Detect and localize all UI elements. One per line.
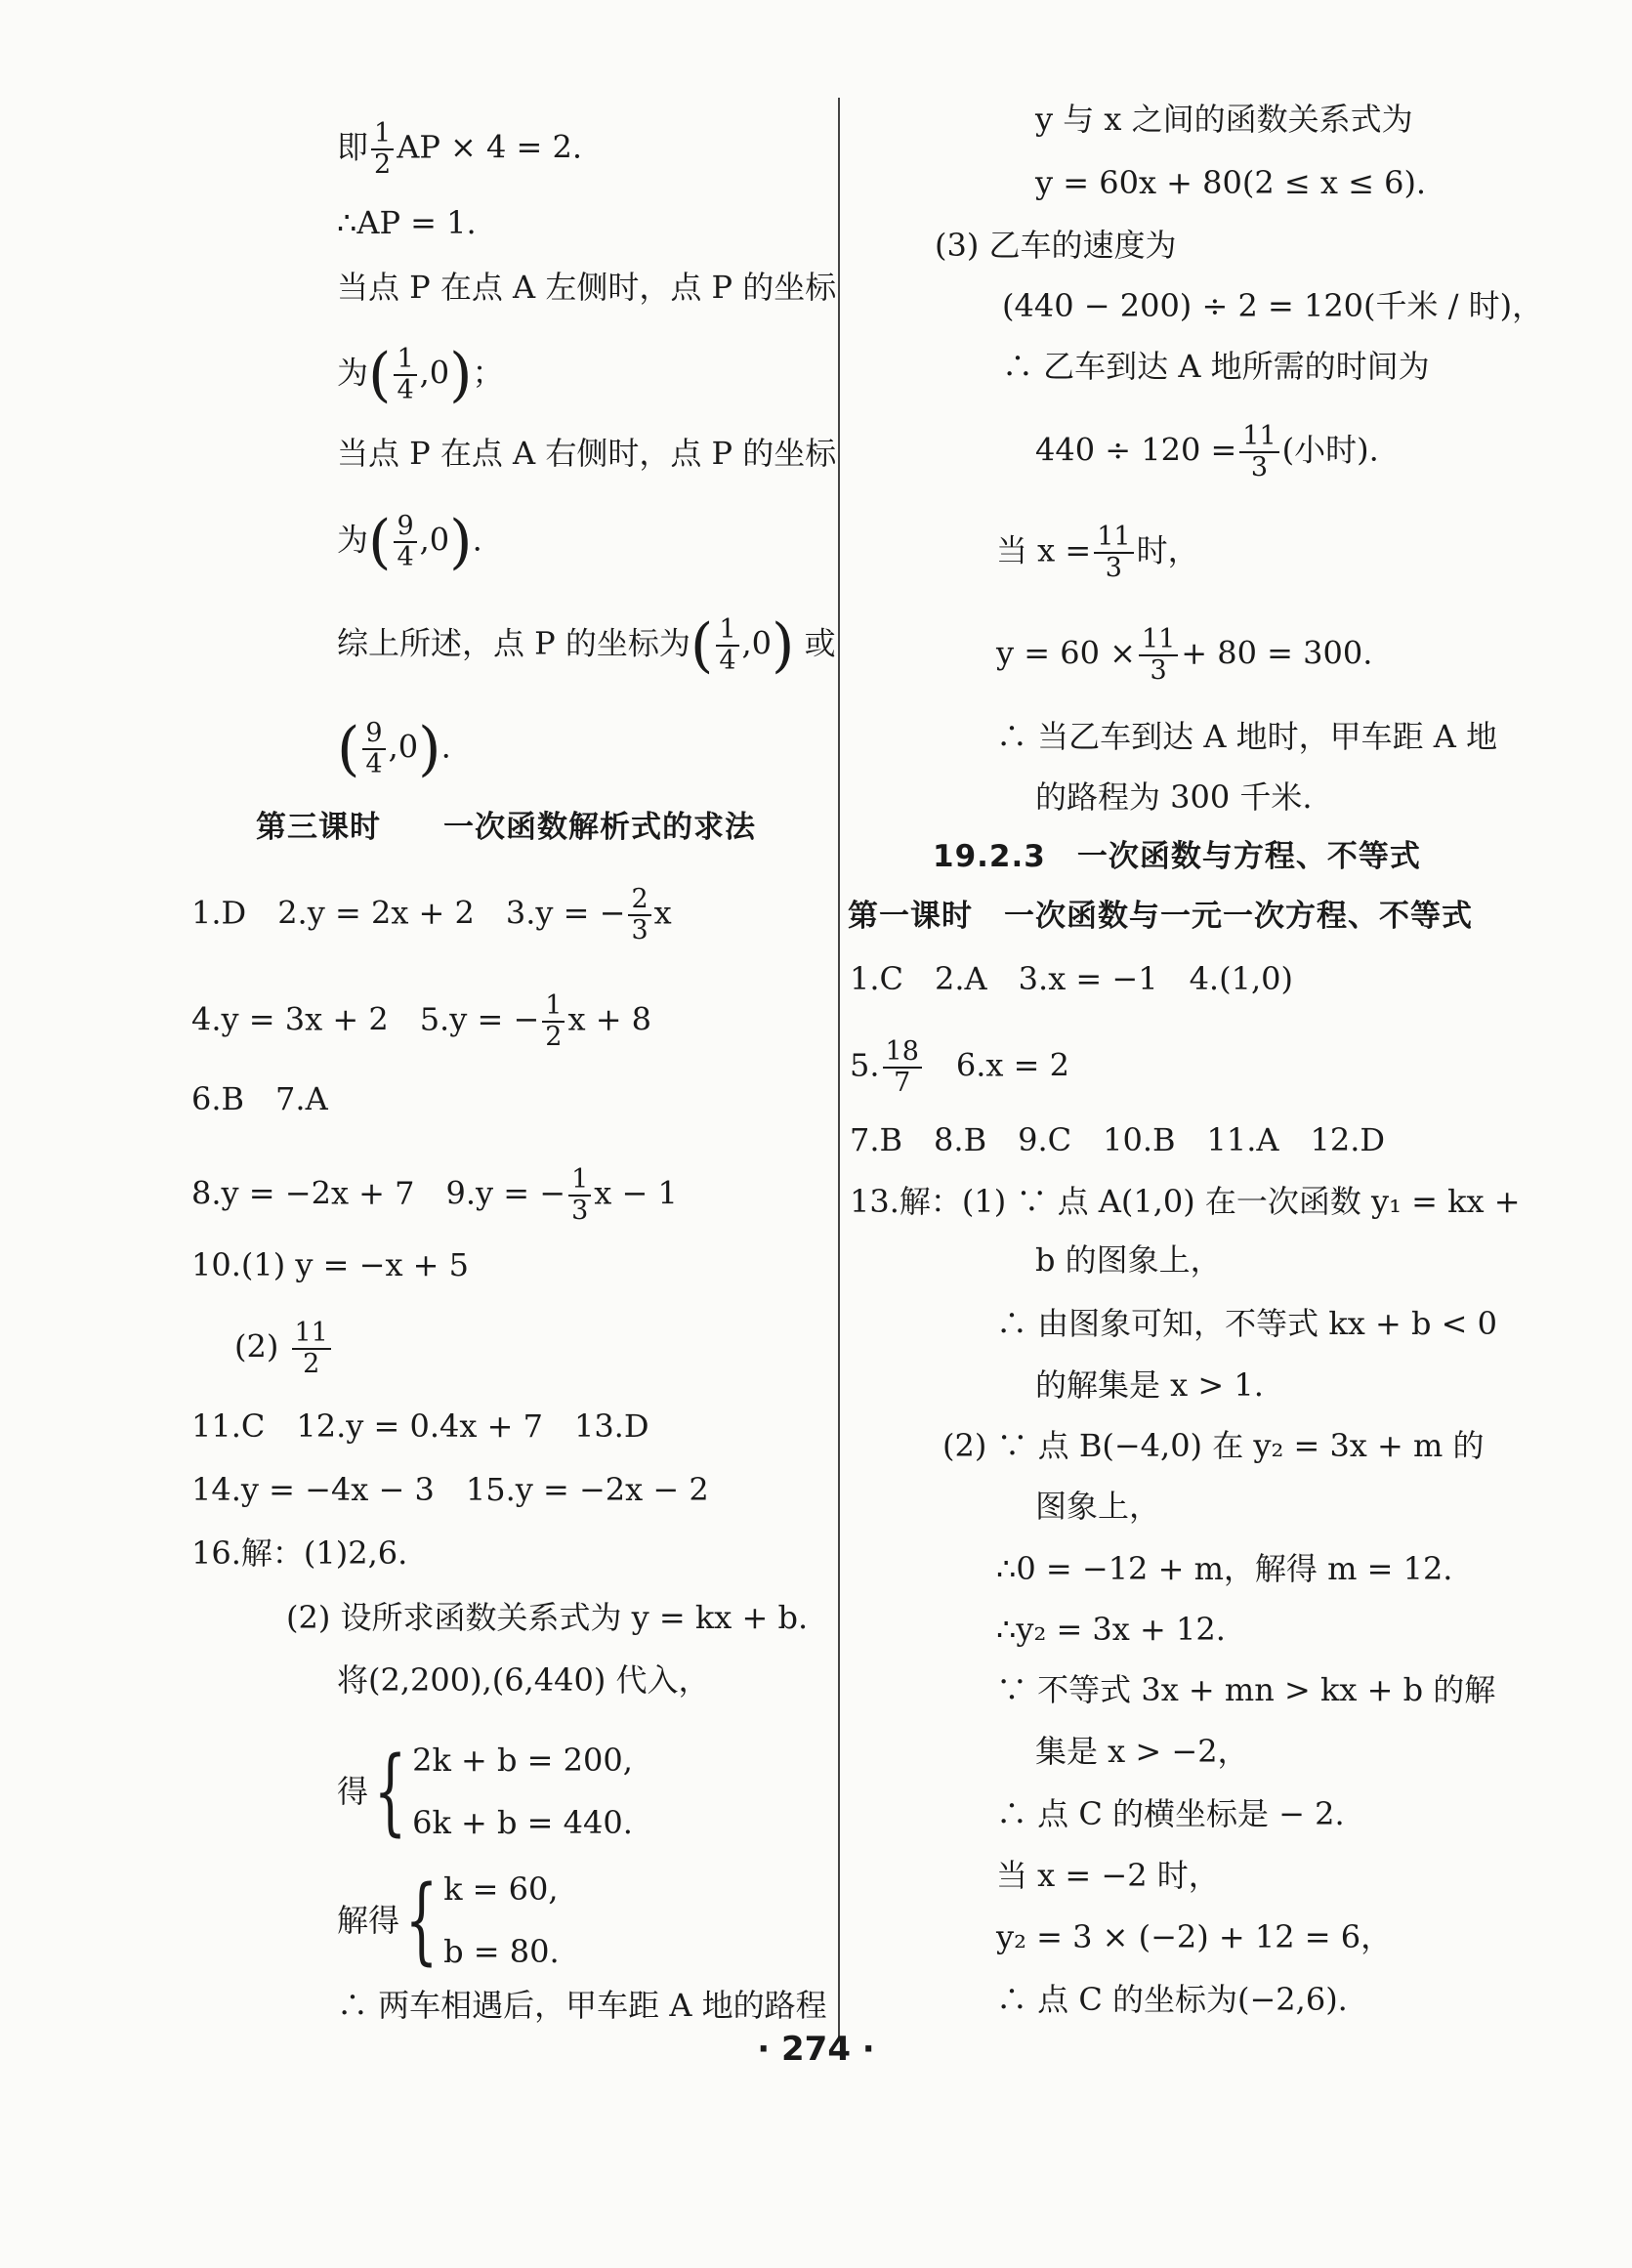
denominator: 4 xyxy=(719,646,736,676)
answer-line: (440 − 200) ÷ 2 = 120(千米 / 时)， xyxy=(1002,287,1544,324)
text: 为 xyxy=(337,354,369,392)
denominator: 4 xyxy=(365,749,383,779)
answer-line xyxy=(191,885,672,945)
answer-line: 集是 x > −2， xyxy=(1035,1733,1249,1770)
equation-system: 解得{ k = 60, b = 80. xyxy=(337,1858,560,1983)
equation-row: k = 60, xyxy=(443,1870,559,1908)
answer-line: 7.B 8.B 9.C 10.B 11.A 12.D xyxy=(850,1121,1386,1158)
answer-line: 将(2,200),(6,440) 代入， xyxy=(337,1661,710,1699)
text: 得 xyxy=(337,1773,369,1810)
numerator: 1 xyxy=(394,345,416,376)
answer-line: 11.C 12.y = 0.4x + 7 13.D xyxy=(191,1407,649,1445)
text: ； xyxy=(472,354,504,392)
section-heading: 第一课时 一次函数与一元一次方程、不等式 xyxy=(848,899,1473,934)
equation-row: 6k + b = 440. xyxy=(412,1804,633,1841)
answer-line: ∴ 当乙车到达 A 地时，甲车距 A 地 xyxy=(996,718,1498,755)
denominator: 3 xyxy=(1250,452,1269,483)
answer-line: (3) 乙车的速度为 xyxy=(935,227,1177,264)
text: 6.x = 2 xyxy=(924,1046,1069,1084)
denominator: 4 xyxy=(397,375,414,405)
answer-line: ( $\frac{9}{4}$ ,0). xyxy=(337,715,451,783)
answer-line: 当 x = −2 时， xyxy=(996,1857,1220,1894)
answer-line: (2) ∵ 点 B(−4,0) 在 y₂ = 3x + m 的 xyxy=(942,1427,1485,1464)
answer-line xyxy=(191,991,651,1052)
fraction xyxy=(568,1165,591,1226)
equation-system: 得{ 2k + b = 200, 6k + b = 440. xyxy=(337,1729,633,1854)
text: ,0 xyxy=(388,728,419,766)
numerator: 1 xyxy=(568,1165,591,1197)
answer-line: 1.C 2.A 3.x = −1 4.(1,0) xyxy=(850,960,1293,997)
text: ,0 xyxy=(741,624,773,662)
answer-line: 的解集是 x > 1. xyxy=(1035,1366,1264,1404)
answer-line: 图象上， xyxy=(1035,1488,1161,1525)
denominator: 3 xyxy=(571,1196,589,1226)
fraction xyxy=(628,885,650,945)
numerator: 9 xyxy=(362,719,385,750)
text: 解得 xyxy=(337,1902,400,1939)
answer-line: 为( $\frac{1}{4}$ ,0)； xyxy=(337,341,504,409)
text: x + 8 xyxy=(567,1000,652,1038)
denominator: 3 xyxy=(631,915,649,945)
fraction xyxy=(1094,523,1133,583)
answer-line: 10.(1) y = −x + 5 xyxy=(191,1246,469,1283)
fraction xyxy=(362,719,385,779)
answer-line: 6.B 7.A xyxy=(191,1080,328,1117)
answer-line: ∴ 点 C 的横坐标是 − 2. xyxy=(996,1795,1345,1832)
answer-line xyxy=(337,119,582,180)
column-divider xyxy=(838,98,840,2041)
answer-line xyxy=(191,1165,678,1226)
answer-line: y 与 x 之间的函数关系式为 xyxy=(1035,101,1413,138)
page-number: · 274 · xyxy=(757,2030,875,2069)
text: 当 x = xyxy=(996,531,1092,569)
denominator: 2 xyxy=(545,1022,563,1052)
answer-line: 14.y = −4x − 3 15.y = −2x − 2 xyxy=(191,1471,709,1508)
fraction xyxy=(1239,422,1278,483)
text: + 80 = 300. xyxy=(1181,634,1373,672)
answer-line: b 的图象上， xyxy=(1035,1241,1222,1279)
answer-line: ∴ 两车相遇后，甲车距 A 地的路程 xyxy=(337,1987,827,2024)
answer-line xyxy=(996,625,1372,686)
answer-line: ∴y₂ = 3x + 12. xyxy=(996,1611,1226,1648)
text: 5. xyxy=(850,1046,880,1084)
denominator: 4 xyxy=(397,542,414,572)
equation-row: 2k + b = 200, xyxy=(412,1742,633,1779)
numerator: 11 xyxy=(1139,625,1178,656)
answer-line xyxy=(1035,422,1379,483)
answer-line xyxy=(850,1037,1069,1098)
answer-line: y = 60x + 80(2 ≤ x ≤ 6). xyxy=(1035,164,1427,201)
fraction xyxy=(1139,625,1178,686)
denominator: 3 xyxy=(1150,655,1167,686)
answer-line: 13.解：(1) ∵ 点 A(1,0) 在一次函数 y₁ = kx + xyxy=(850,1183,1521,1220)
answer-line: 16.解：(1)2,6. xyxy=(191,1534,408,1572)
answer-line: ∴ 点 C 的坐标为(−2,6). xyxy=(996,1981,1348,2018)
text: . xyxy=(440,728,451,766)
numerator: 1 xyxy=(371,119,394,150)
numerator: 11 xyxy=(1094,523,1133,554)
numerator: 18 xyxy=(883,1037,922,1069)
text: 综上所述，点 P 的坐标为 xyxy=(337,624,690,662)
text: ,0 xyxy=(419,521,450,559)
answer-line: 当点 P 在点 A 右侧时，点 P 的坐标 xyxy=(337,435,837,472)
answer-line: 当点 P 在点 A 左侧时，点 P 的坐标 xyxy=(337,269,837,306)
text: . xyxy=(472,521,482,559)
fraction xyxy=(371,119,394,180)
answer-line: y₂ = 3 × (−2) + 12 = 6， xyxy=(996,1918,1393,1955)
text: (小时). xyxy=(1281,431,1379,469)
answer-line: ∴ 由图象可知，不等式 kx + b < 0 xyxy=(996,1305,1497,1342)
fraction xyxy=(292,1319,331,1379)
numerator: 11 xyxy=(1239,422,1278,453)
fraction xyxy=(394,345,416,405)
answer-line xyxy=(234,1319,334,1379)
text: 即 xyxy=(337,128,369,166)
section-heading: 19.2.3 一次函数与方程、不等式 xyxy=(933,839,1421,874)
fraction xyxy=(542,991,565,1052)
denominator: 7 xyxy=(894,1068,911,1098)
answer-line: ∴AP = 1. xyxy=(337,204,477,241)
fraction xyxy=(394,512,416,572)
answer-line: 综上所述，点 P 的坐标为( $\frac{1}{4}$ ,0) 或 xyxy=(337,611,836,680)
numerator: 9 xyxy=(394,512,416,543)
answer-line: (2) 设所求函数关系式为 y = kx + b. xyxy=(286,1599,809,1636)
text: 或 xyxy=(804,624,836,662)
text: ,0 xyxy=(419,354,450,392)
numerator: 2 xyxy=(628,885,650,916)
fraction xyxy=(883,1037,922,1098)
numerator: 1 xyxy=(542,991,565,1023)
answer-line: 为( $\frac{9}{4}$ ,0). xyxy=(337,508,482,576)
answer-line: ∴ 乙车到达 A 地所需的时间为 xyxy=(1002,348,1430,385)
text: 1.D 2.y = 2x + 2 3.y = − xyxy=(191,894,626,932)
text: 440 ÷ 120 = xyxy=(1035,431,1237,469)
text: 时， xyxy=(1136,531,1199,569)
text: x xyxy=(653,894,672,932)
text: 为 xyxy=(337,521,369,559)
text: y = 60 × xyxy=(996,634,1136,672)
text: AP × 4 = 2. xyxy=(397,128,583,166)
equation-row: b = 80. xyxy=(443,1933,560,1970)
text: 4.y = 3x + 2 5.y = − xyxy=(191,1000,540,1038)
answer-line: 的路程为 300 千米. xyxy=(1035,778,1313,816)
text: x − 1 xyxy=(594,1174,678,1212)
numerator: 1 xyxy=(716,615,738,647)
denominator: 2 xyxy=(303,1349,320,1379)
section-heading: 第三课时 一次函数解析式的求法 xyxy=(256,810,756,845)
denominator: 3 xyxy=(1105,553,1122,583)
answer-line: ∵ 不等式 3x + mn > kx + b 的解 xyxy=(996,1671,1496,1708)
fraction xyxy=(716,615,738,676)
text: (2) xyxy=(234,1327,279,1365)
answer-line xyxy=(996,523,1199,583)
denominator: 2 xyxy=(374,149,392,180)
answer-line: ∴0 = −12 + m，解得 m = 12. xyxy=(996,1550,1453,1587)
text: 8.y = −2x + 7 9.y = − xyxy=(191,1174,566,1212)
numerator: 11 xyxy=(292,1319,331,1350)
